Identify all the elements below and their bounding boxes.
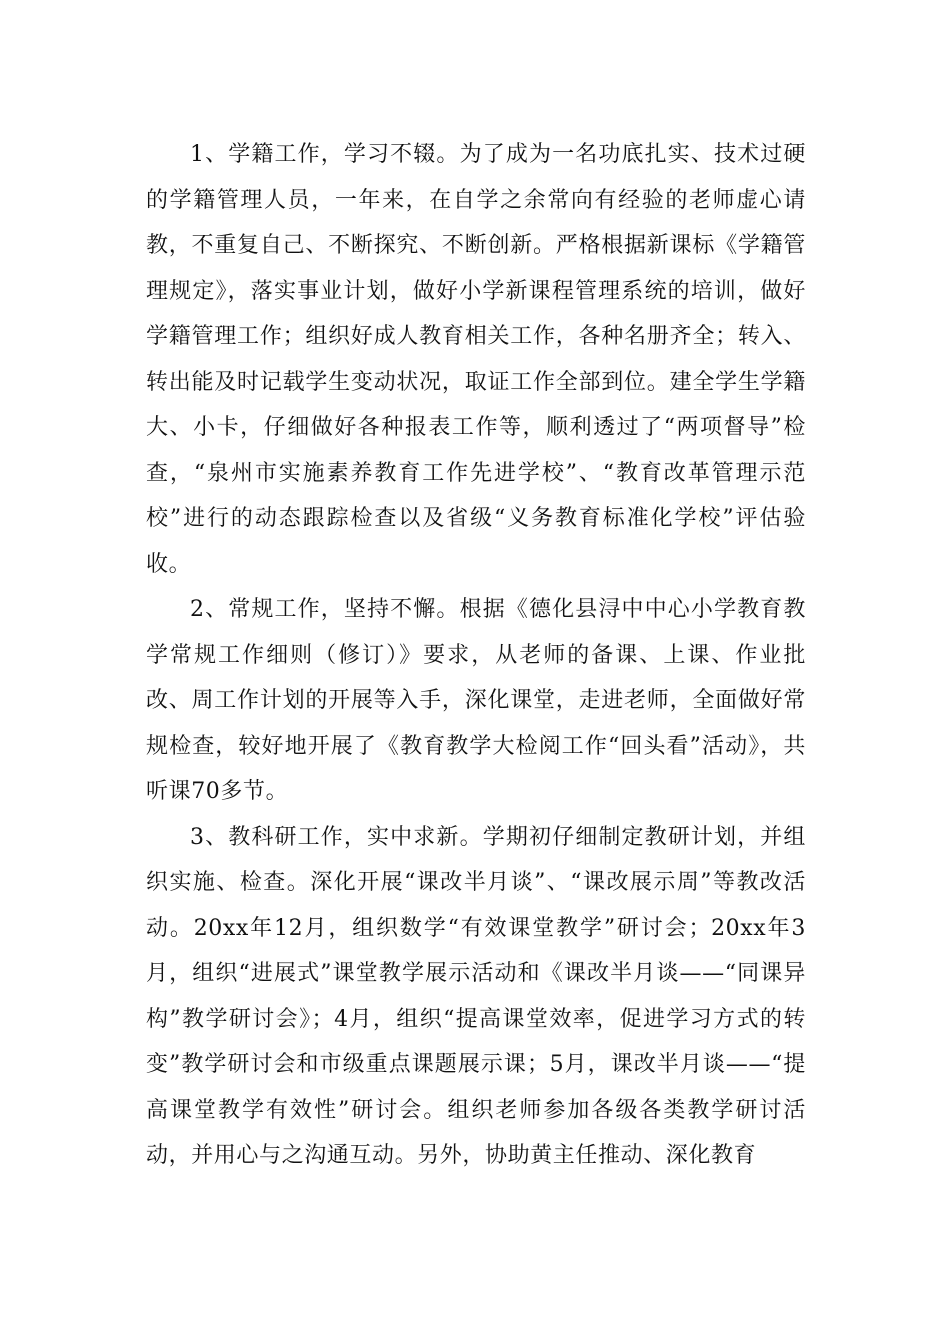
paragraph-routine-work: 2、常规工作，坚持不懈。根据《德化县浔中中心小学教育教学常规工作细则（修订）》要求，从老师的备课、上课、作业批改、周工作计划的开展等入手，深化课堂，走进老师，全面做好常规检查，较好地开展了《教育教学大检阅工作“回头看”活动》，共听课70多节。 (146, 597, 806, 804)
paragraph-teaching-research: 3、教科研工作，实中求新。学期初仔细制定教研计划，并组织实施、检查。深化开展“课改半月谈”、“课改展示周”等教改活动。20xx年12月，组织数学“有效课堂教学”研讨会；20xx年3月，组织“进展式”课堂教学展示活动和《课改半月谈——“同课异构”教学研讨会》；4月，组织“提高课堂效率，促进学习方式的转变”教学研讨会和市级重点课题展示课；5月，课改半月谈——“提高课堂教学有效性”研讨会。组织老师参加各级各类教学研讨活动，并用心与之沟通互动。另外，协助黄主任推动、深化教育 (146, 824, 806, 1168)
paragraph-student-records: 1、学籍工作，学习不辍。为了成为一名功底扎实、技术过硬的学籍管理人员，一年来，在自学之余常向有经验的老师虚心请教，不重复自己、不断探究、不断创新。严格根据新课标《学籍管理规定》，落实事业计划，做好小学新课程管理系统的培训，做好学籍管理工作；组织好成人教育相关工作，各种名册齐全；转入、转出能及时记载学生变动状况，取证工作全部到位。建全学生学籍大、小卡，仔细做好各种报表工作等，顺利透过了“两项督导”检查，“泉州市实施素养教育工作先进学校”、“教育改革管理示范校”进行的动态跟踪检查以及省级“义务教育标准化学校”评估验收。 (146, 142, 806, 577)
document-body (146, 132, 806, 1179)
